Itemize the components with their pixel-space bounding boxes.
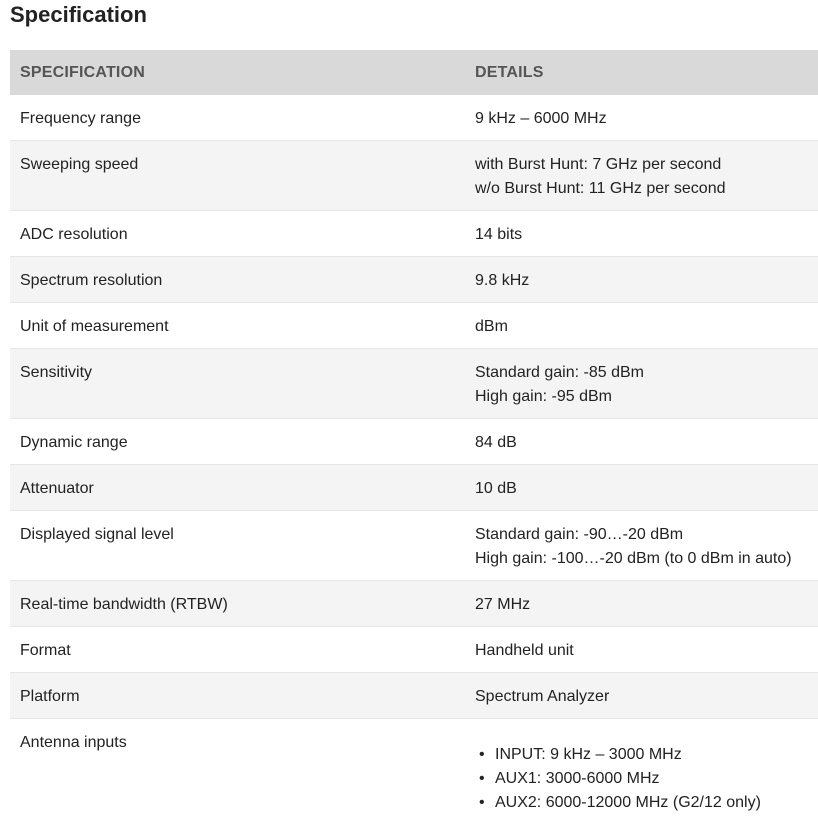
spec-details	[465, 719, 818, 817]
spec-details	[465, 465, 818, 511]
table-row	[10, 627, 818, 673]
spec-details	[465, 257, 818, 303]
spec-details	[465, 211, 818, 257]
detail-line: High gain: -95 dBm	[475, 385, 808, 409]
table-row	[10, 465, 818, 511]
detail-line: Handheld unit	[475, 639, 808, 663]
spec-table	[10, 50, 818, 817]
list-item	[475, 791, 808, 815]
detail-line: 14 bits	[475, 223, 808, 247]
list-item-text: INPUT: 9 kHz – 3000 MHz	[495, 746, 682, 763]
table-header-row	[10, 50, 818, 95]
spec-details	[465, 303, 818, 349]
spec-name: Antenna inputs	[10, 719, 465, 817]
spec-details	[465, 673, 818, 719]
spec-name: ADC resolution	[10, 211, 465, 257]
table-row	[10, 303, 818, 349]
table-row	[10, 141, 818, 211]
spec-details	[465, 419, 818, 465]
spec-name: Unit of measurement	[10, 303, 465, 349]
spec-details	[465, 349, 818, 419]
detail-line: 27 MHz	[475, 593, 808, 617]
column-header-details: DETAILS	[465, 50, 818, 95]
column-header-specification: SPECIFICATION	[10, 50, 465, 95]
list-item-text: AUX2: 6000-12000 MHz (G2/12 only)	[495, 794, 761, 811]
table-row	[10, 419, 818, 465]
spec-name: Displayed signal level	[10, 511, 465, 581]
list-item	[475, 743, 808, 767]
antenna-inputs-list	[475, 743, 808, 815]
spec-name: Sweeping speed	[10, 141, 465, 211]
spec-name: Dynamic range	[10, 419, 465, 465]
detail-line: Spectrum Analyzer	[475, 685, 808, 709]
list-item-text: AUX1: 3000-6000 MHz	[495, 770, 660, 787]
spec-details	[465, 581, 818, 627]
detail-line: w/o Burst Hunt: 11 GHz per second	[475, 177, 808, 201]
spec-name: Format	[10, 627, 465, 673]
spec-name: Spectrum resolution	[10, 257, 465, 303]
table-row	[10, 719, 818, 817]
detail-line: 9.8 kHz	[475, 269, 808, 293]
spec-details	[465, 95, 818, 141]
detail-line: 9 kHz – 6000 MHz	[475, 107, 808, 131]
spec-name: Frequency range	[10, 95, 465, 141]
table-row	[10, 511, 818, 581]
detail-line: with Burst Hunt: 7 GHz per second	[475, 153, 808, 177]
spec-details	[465, 511, 818, 581]
spec-name: Platform	[10, 673, 465, 719]
bullet-dot-icon: •	[479, 767, 485, 791]
bullet-dot-icon: •	[479, 743, 485, 767]
detail-line: 84 dB	[475, 431, 808, 455]
detail-line: High gain: -100…-20 dBm (to 0 dBm in auto)	[475, 547, 808, 571]
detail-line: Standard gain: -85 dBm	[475, 361, 808, 385]
table-row	[10, 211, 818, 257]
table-row	[10, 349, 818, 419]
spec-name: Real-time bandwidth (RTBW)	[10, 581, 465, 627]
spec-name: Attenuator	[10, 465, 465, 511]
table-row	[10, 257, 818, 303]
bullet-dot-icon: •	[479, 791, 485, 815]
table-row	[10, 673, 818, 719]
list-item	[475, 767, 808, 791]
table-row	[10, 95, 818, 141]
spec-name: Sensitivity	[10, 349, 465, 419]
spec-details	[465, 627, 818, 673]
detail-line: dBm	[475, 315, 808, 339]
table-row	[10, 581, 818, 627]
page-title: Specification	[10, 0, 147, 30]
spec-details	[465, 141, 818, 211]
detail-line: Standard gain: -90…-20 dBm	[475, 523, 808, 547]
detail-line: 10 dB	[475, 477, 808, 501]
